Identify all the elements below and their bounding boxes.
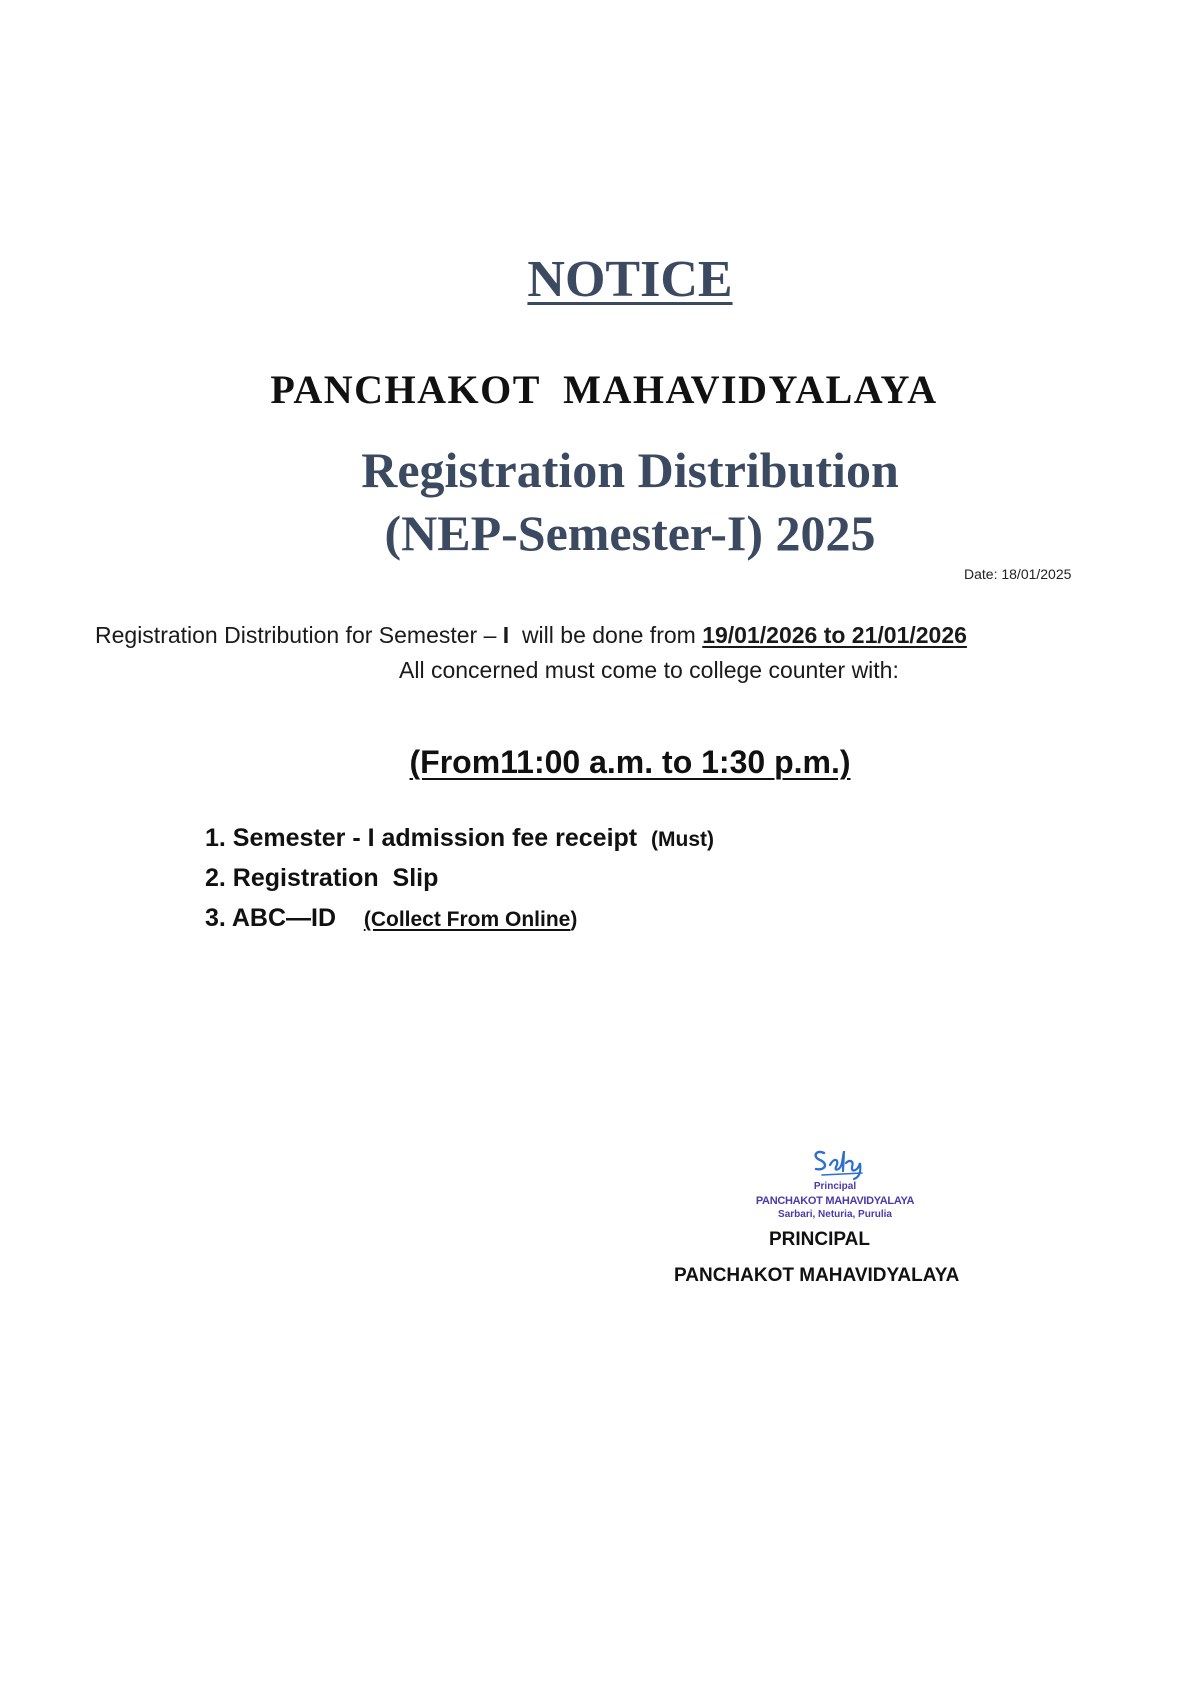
requirement-text: 2. Registration Slip bbox=[205, 864, 439, 892]
college-name: PANCHAKOT MAHAVIDYALAYA bbox=[270, 367, 938, 412]
intro-middle: will be done from bbox=[509, 622, 703, 648]
concerned-line: All concerned must come to college counter with: bbox=[399, 657, 899, 683]
requirement-note: (Must) bbox=[651, 828, 715, 851]
notice-date: Date: 18/01/2025 bbox=[964, 566, 1072, 582]
intro-dates: 19/01/2026 to 21/01/2026 bbox=[702, 622, 967, 648]
signatory-title: PRINCIPAL bbox=[769, 1229, 870, 1250]
stamp-line-2: PANCHAKOT MAHAVIDYALAYA bbox=[755, 1195, 915, 1207]
list-item bbox=[205, 858, 714, 898]
list-item bbox=[205, 818, 714, 858]
requirement-note-link: (Collect From Online bbox=[363, 908, 571, 931]
principal-stamp bbox=[730, 1145, 940, 1233]
notice-heading bbox=[0, 251, 1200, 308]
signatory-college: PANCHAKOT MAHAVIDYALAYA bbox=[674, 1265, 960, 1286]
stamp-line-3: Sarbari, Neturia, Purulia bbox=[778, 1209, 892, 1220]
notice-heading-text: NOTICE bbox=[527, 251, 733, 308]
signature-scribble bbox=[810, 1145, 866, 1181]
intro-semester-roman: I bbox=[502, 622, 510, 648]
requirement-note-close: ) bbox=[570, 908, 578, 931]
title-line-1: Registration Distribution bbox=[361, 442, 899, 498]
intro-line bbox=[95, 622, 967, 649]
requirement-text: 3. ABC—ID bbox=[205, 904, 337, 932]
requirement-text: 1. Semester - I admission fee receipt bbox=[205, 824, 638, 852]
list-item bbox=[205, 898, 714, 938]
requirements-list bbox=[205, 818, 714, 938]
timing-line bbox=[0, 744, 1200, 781]
title-line-2: (NEP-Semester-I) 2025 bbox=[384, 505, 876, 561]
stamp-line-1: Principal bbox=[813, 1181, 857, 1192]
timing-text: (From11:00 a.m. to 1:30 p.m.) bbox=[409, 744, 851, 780]
intro-prefix: Registration Distribution for Semester – bbox=[95, 622, 503, 648]
